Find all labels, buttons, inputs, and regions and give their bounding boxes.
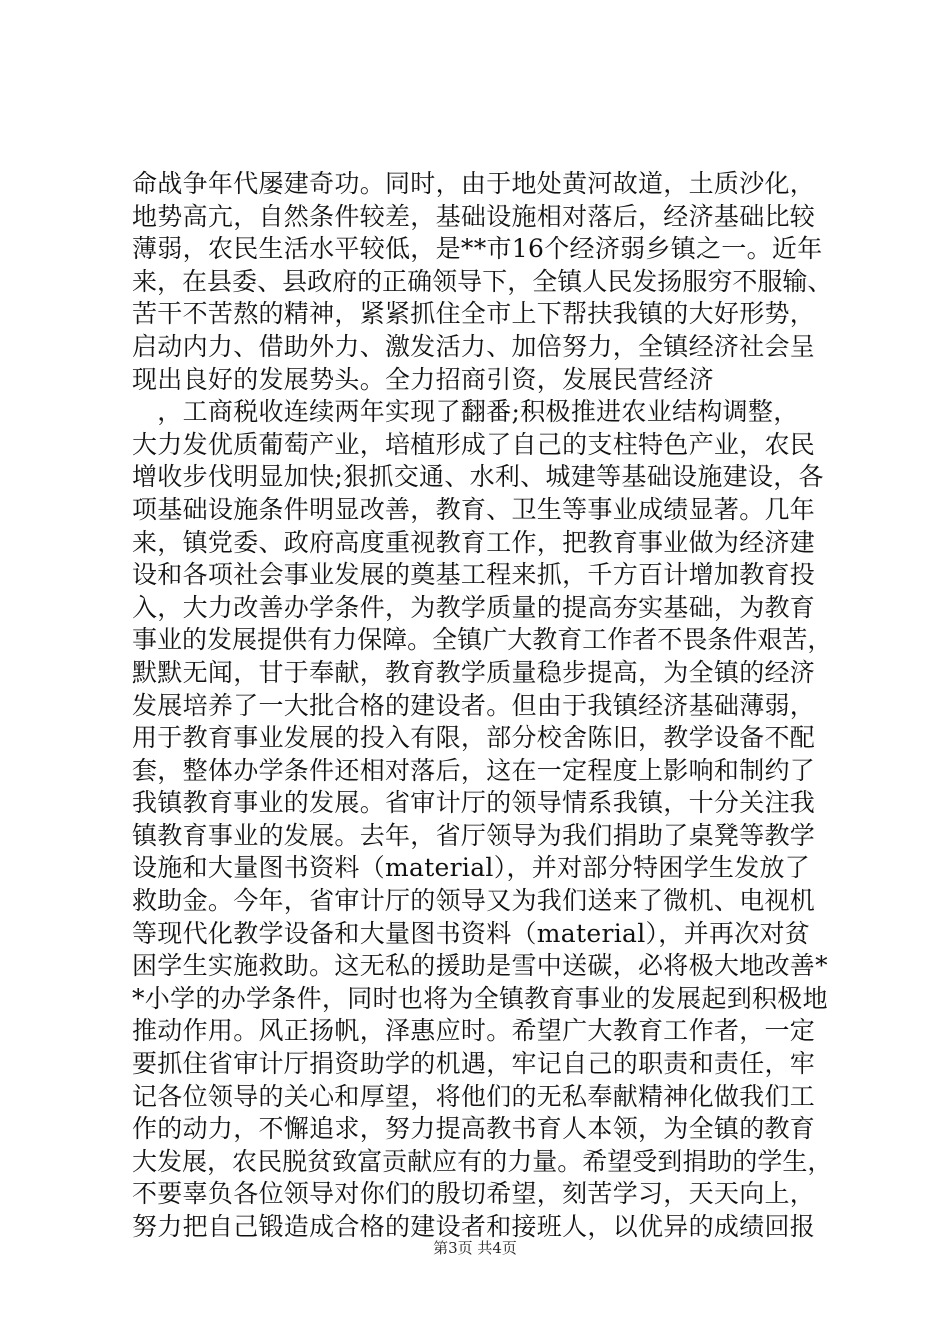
text-line: 镇教育事业的发展。去年，省厅领导为我们捐助了桌凳等教学 bbox=[132, 820, 816, 850]
text-line: 入，大力改善办学条件，为教学质量的提高夯实基础，为教育 bbox=[132, 592, 816, 622]
body-text bbox=[132, 168, 832, 1244]
text-line: 事业的发展提供有力保障。全镇广大教育工作者不畏条件艰苦， bbox=[132, 625, 833, 655]
text-line: 设和各项社会事业发展的奠基工程来抓，千方百计增加教育投 bbox=[132, 560, 816, 590]
text-line: 作的动力，不懈追求，努力提高教书育人本领，为全镇的教育 bbox=[132, 1114, 816, 1144]
text-line: 我镇教育事业的发展。省审计厅的领导情系我镇，十分关注我 bbox=[132, 788, 816, 818]
text-line: 努力把自己锻造成合格的建设者和接班人，以优异的成绩回报 bbox=[132, 1212, 816, 1241]
text-line: 命战争年代屡建奇功。同时，由于地处黄河故道，土质沙化， bbox=[132, 169, 816, 198]
text-line: 来，在县委、县政府的正确领导下，全镇人民发扬服穷不服输、 bbox=[132, 266, 833, 296]
text-line: 设施和大量图书资料（material），并对部分特困学生发放了 bbox=[132, 853, 811, 883]
text-line: 要抓住省审计厅捐资助学的机遇，牢记自己的职责和责任，牢 bbox=[132, 1049, 816, 1079]
text-line: 增收步伐明显加快;狠抓交通、水利、城建等基础设施建设，各 bbox=[132, 462, 824, 492]
text-line: 地势高亢，自然条件较差，基础设施相对落后，经济基础比较 bbox=[132, 201, 816, 231]
text-line: 推动作用。风正扬帆，泽惠应时。希望广大教育工作者，一定 bbox=[132, 1016, 816, 1046]
text-line: 启动内力、借助外力、激发活力、加倍努力，全镇经济社会呈 bbox=[132, 331, 816, 361]
text-line: 用于教育事业发展的投入有限，部分校舍陈旧，教学设备不配 bbox=[132, 723, 816, 753]
page-footer: 第3页 共4页 bbox=[433, 1239, 517, 1257]
text-line: 不要辜负各位领导对你们的殷切希望，刻苦学习，天天向上， bbox=[132, 1179, 816, 1209]
text-line: *小学的办学条件，同时也将为全镇教育事业的发展起到积极地 bbox=[132, 983, 828, 1013]
text-line: 现出良好的发展势头。全力招商引资，发展民营经济 bbox=[132, 364, 714, 394]
text-line: 困学生实施救助。这无私的援助是雪中送碳，必将极大地改善* bbox=[132, 951, 828, 981]
text-line: 苦干不苦熬的精神，紧紧抓住全市上下帮扶我镇的大好形势， bbox=[132, 299, 816, 329]
text-line: 来，镇党委、政府高度重视教育工作，把教育事业做为经济建 bbox=[132, 527, 816, 557]
text-line: 记各位领导的关心和厚望，将他们的无私奉献精神化做我们工 bbox=[132, 1081, 816, 1111]
text-line: 救助金。今年，省审计厅的领导又为我们送来了微机、电视机 bbox=[132, 886, 816, 916]
text-line: 薄弱，农民生活水平较低，是**市16个经济弱乡镇之一。近年 bbox=[132, 234, 823, 264]
text-line: 项基础设施条件明显改善，教育、卫生等事业成绩显著。几年 bbox=[132, 494, 816, 524]
text-line: 默默无闻，甘于奉献，教育教学质量稳步提高，为全镇的经济 bbox=[132, 657, 816, 687]
text-line: 发展培养了一大批合格的建设者。但由于我镇经济基础薄弱， bbox=[132, 690, 816, 720]
text-line: 等现代化教学设备和大量图书资料（material），并再次对贫 bbox=[132, 918, 811, 948]
text-line: 大发展，农民脱贫致富贡献应有的力量。希望受到捐助的学生， bbox=[132, 1146, 833, 1176]
text-line: ，工商税收连续两年实现了翻番;积极推进农业结构调整， bbox=[132, 397, 799, 427]
text-line: 大力发优质葡萄产业，培植形成了自己的支柱特色产业，农民 bbox=[132, 429, 816, 459]
text-line: 套，整体办学条件还相对落后，这在一定程度上影响和制约了 bbox=[132, 755, 816, 785]
